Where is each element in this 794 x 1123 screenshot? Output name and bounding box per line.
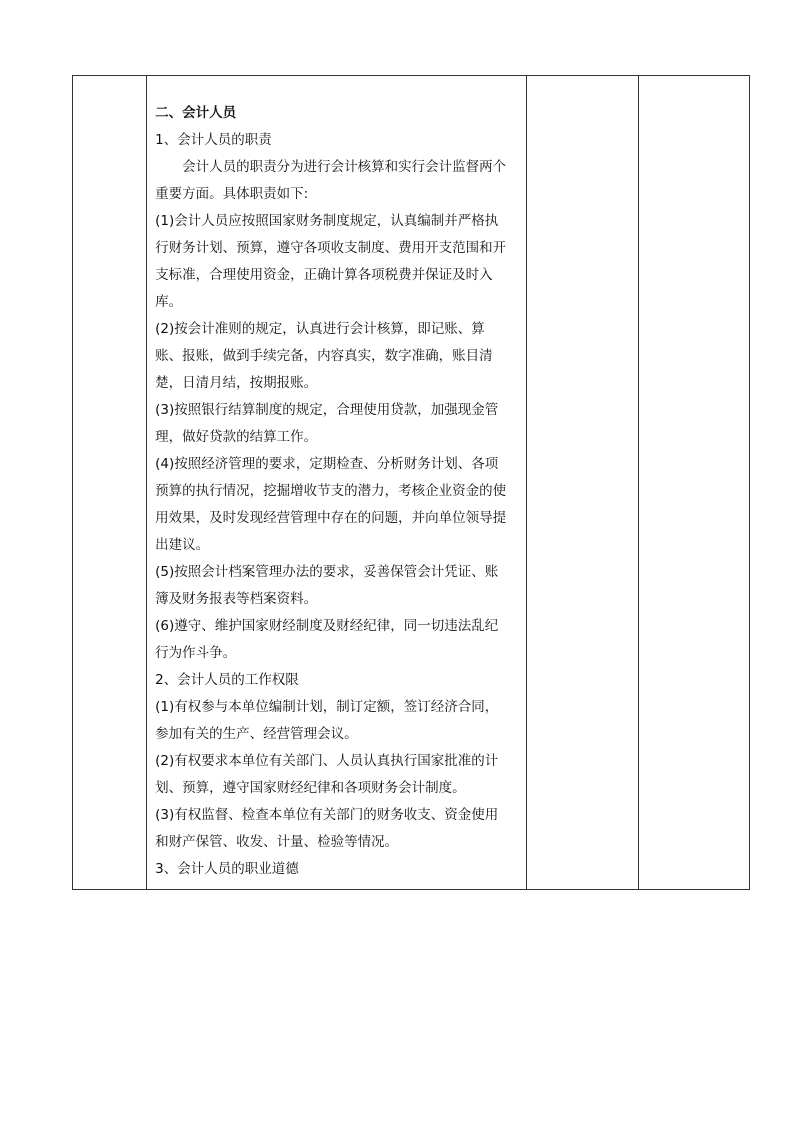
text-line: (2)按会计准则的规定，认真进行会计核算，即记账、算 — [155, 321, 485, 337]
text-line: 楚，日清月结，按期报账。 — [155, 375, 318, 391]
text-line: (5)按照会计档案管理办法的要求，妥善保管会计凭证、账 — [155, 564, 499, 580]
text-line: (2)有权要求本单位有关部门、人员认真执行国家批准的计 — [155, 753, 499, 769]
table-cell-left — [73, 76, 147, 890]
text-line: 划、预算，遵守国家财经纪律和各项财务会计制度。 — [155, 780, 466, 796]
document-table — [72, 75, 750, 890]
text-line: (1)有权参与本单位编制计划，制订定额，签订经济合同， — [155, 699, 499, 715]
text-line: 簿及财务报表等档案资料。 — [155, 591, 318, 607]
text-line: 3、会计人员的职业道德 — [155, 861, 299, 877]
section-title: 二、会计人员 — [155, 105, 237, 121]
text-line: 行财务计划、预算，遵守各项收支制度、费用开支范围和开 — [155, 240, 507, 256]
text-line: 库。 — [155, 294, 183, 310]
text-line: 预算的执行情况，挖掘增收节支的潜力，考核企业资金的使 — [155, 483, 507, 499]
text-line: 会计人员的职责分为进行会计核算和实行会计监督两个 — [182, 159, 507, 175]
table-cell-middle — [526, 76, 638, 890]
text-line: (6)遵守、维护国家财经制度及财经纪律，同一切违法乱纪 — [155, 618, 499, 634]
text-line: 重要方面。具体职责如下: — [155, 186, 309, 202]
text-line: 1、会计人员的职责 — [155, 132, 272, 148]
table-cell-content — [147, 76, 527, 890]
content-block — [147, 76, 526, 883]
table-row — [73, 76, 750, 890]
text-line: 理，做好贷款的结算工作。 — [155, 429, 318, 445]
text-line: 出建议。 — [155, 537, 210, 553]
text-line: 和财产保管、收发、计量、检验等情况。 — [155, 834, 399, 850]
text-line: (3)按照银行结算制度的规定，合理使用贷款，加强现金管 — [155, 402, 499, 418]
text-line: 参加有关的生产、经营管理会议。 — [155, 726, 358, 742]
text-line: (3)有权监督、检查本单位有关部门的财务收支、资金使用 — [155, 807, 499, 823]
text-line: 账、报账，做到手续完备，内容真实，数字准确，账目清 — [155, 348, 493, 364]
text-line: (1)会计人员应按照国家财务制度规定，认真编制并严格执 — [155, 213, 499, 229]
text-line: 用效果，及时发现经营管理中存在的问题，并向单位领导提 — [155, 510, 507, 526]
text-line: (4)按照经济管理的要求，定期检查、分析财务计划、各项 — [155, 456, 499, 472]
text-line: 行为作斗争。 — [155, 645, 237, 661]
text-line: 支标准，合理使用资金，正确计算各项税费并保证及时入 — [155, 267, 493, 283]
text-line: 2、会计人员的工作权限 — [155, 672, 299, 688]
table-cell-right — [638, 76, 749, 890]
